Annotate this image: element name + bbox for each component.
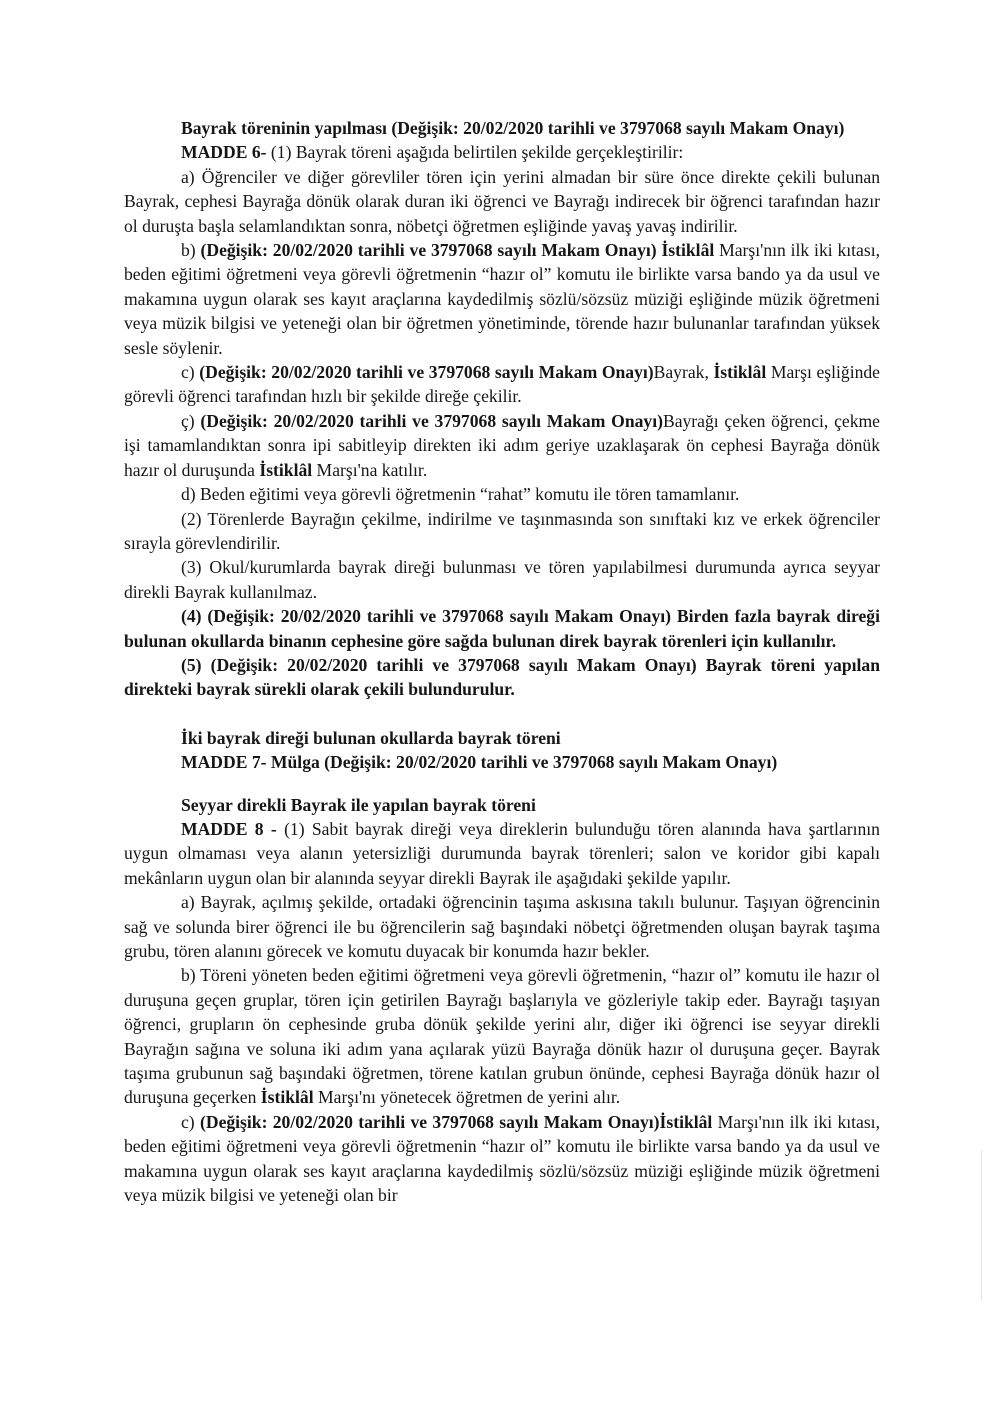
- scan-edge-mark: [981, 1150, 982, 1300]
- section-6-item-a: a) Öğrenciler ve diğer görevliler tören için yerini almadan bir süre önce direkte çekili bulunan Bayrak, cephesi Bayrağa dönük olarak duran iki öğrenci ve Bayrağı indirecek bir öğrenci tarafından hazır ol duruşta başla selamlandıktan sonra, nöbetçi öğretmen eşliğinde yavaş yavaş indirilir.: [124, 166, 880, 236]
- section-6-para-5: (5) (Değişik: 20/02/2020 tarihli ve 3797068 sayılı Makam Onayı) Bayrak töreni yapılan direkteki bayrak sürekli olarak çekili bulundurulur.: [124, 654, 880, 700]
- section-7-article: MADDE 7- Mülga (Değişik: 20/02/2020 tarihli ve 3797068 sayılı Makam Onayı): [181, 752, 778, 773]
- section-6-item-b: b) (Değişik: 20/02/2020 tarihli ve 3797068 sayılı Makam Onayı) İstiklâl Marşı'nın ilk iki kıtası, beden eğitimi öğretmeni veya görevli öğretmenin “hazır ol” komutu ile birlikte varsa bando ya da usul ve makamına uygun olarak ses kayıt araçlarına kaydedilmiş sözlü/sözsüz müziği eşliğinde müzik öğretmeni veya müzik bilgisi ve yeteneği olan bir öğretmen yönetiminde, törende hazır bulunanlar tarafından yüksek sesle söylenir.: [124, 240, 880, 358]
- section-8-item-b: b) Töreni yöneten beden eğitimi öğretmeni veya görevli öğretmenin, “hazır ol” komutu ile hazır ol duruşuna geçen gruplar, tören için getirilen Bayrağı başlarıyla ve gözleriyle takip eder. Bayrağı taşıyan öğrenci, grupların ön cephesinde gruba dönük şekilde yerini alır, diğer iki öğrenci ise seyyar direkli Bayrağın sağına ve soluna iki adım yana açılarak yüzü Bayrağa dönük hazır ol duruşuna geçer. Bayrak taşıma grubunun sağ başındaki öğretmen, törene katılan grubun önünde, cephesi Bayrağa dönük hazır ol duruşuna geçerken İstiklâl Marşı'nı yönetecek öğretmen de yerini alır.: [124, 965, 880, 1108]
- document-body: [124, 116, 880, 1207]
- section-6-item-c: c) (Değişik: 20/02/2020 tarihli ve 3797068 sayılı Makam Onayı)Bayrak, İstiklâl Marşı eşliğinde görevli öğrenci tarafından hızlı bir şekilde direğe çekilir.: [124, 362, 880, 407]
- section-6-item-cc: ç) (Değişik: 20/02/2020 tarihli ve 3797068 sayılı Makam Onayı)Bayrağı çeken öğrenci, çekme işi tamamlandıktan sonra ipi sabitleyip direkten iki adım geriye uzaklaşarak ön cephesi Bayrağa dönük hazır ol duruşunda İstiklâl Marşı'na katılır.: [124, 410, 880, 480]
- section-6-para-3: (3) Okul/kurumlarda bayrak direği bulunması ve tören yapılabilmesi durumunda ayrıca seyyar direkli Bayrak kullanılmaz.: [124, 557, 880, 602]
- section-8-title: Seyyar direkli Bayrak ile yapılan bayrak töreni: [181, 794, 536, 815]
- section-6-para-4: (4) (Değişik: 20/02/2020 tarihli ve 3797068 sayılı Makam Onayı) Birden fazla bayrak direği bulunan okullarda binanın cephesine göre sağda bulunan direk bayrak törenleri için kullanılır.: [124, 606, 880, 651]
- section-6-item-d: d) Beden eğitimi veya görevli öğretmenin “rahat” komutu ile tören tamamlanır.: [181, 484, 740, 505]
- article-6-label: MADDE 6-: [181, 142, 267, 163]
- section-8-para-1: MADDE 8 - (1) Sabit bayrak direği veya direklerin bulunduğu tören alanında hava şartlarının uygun olmaması veya alanın yetersizliği durumunda bayrak törenleri; salon ve koridor gibi kapalı mekânların uygun olan bir alanında seyyar direkli Bayrak ile aşağıdaki şekilde yapılır.: [124, 818, 880, 888]
- section-6-para-1: MADDE 6- (1) Bayrak töreni aşağıda belirtilen şekilde gerçekleştirilir:: [181, 142, 684, 163]
- section-8-item-a: a) Bayrak, açılmış şekilde, ortadaki öğrencinin taşıma askısına takılı bulunur. Taşıyan öğrencinin sağ ve solunda birer öğrenci ile bu öğrencilerin sağ başındaki nöbetçi öğretmenden oluşan bayrak taşıma grubu, tören alanını görecek ve komutu duyacak bir konumda hazır bekler.: [124, 892, 880, 961]
- article-8-label: MADDE 8 -: [181, 818, 277, 839]
- section-6-title: Bayrak töreninin yapılması (Değişik: 20/02/2020 tarihli ve 3797068 sayılı Makam Onayı): [181, 118, 845, 138]
- section-7-title: İki bayrak direği bulunan okullarda bayrak töreni: [181, 727, 561, 748]
- section-8-item-c: c) (Değişik: 20/02/2020 tarihli ve 3797068 sayılı Makam Onayı)İstiklâl Marşı'nın ilk iki kıtası, beden eğitimi öğretmeni veya görevli öğretmenin “hazır ol” komutu ile birlikte varsa bando ya da usul ve makamına uygun olarak ses kayıt araçlarına kaydedilmiş sözlü/sözsüz müziği eşliğinde müzik öğretmeni veya müzik bilgisi ve yeteneği olan bir: [124, 1111, 880, 1206]
- section-6-para-2: (2) Törenlerde Bayrağın çekilme, indirilme ve taşınmasında son sınıftaki kız ve erkek öğrenciler sırayla görevlendirilir.: [124, 508, 880, 553]
